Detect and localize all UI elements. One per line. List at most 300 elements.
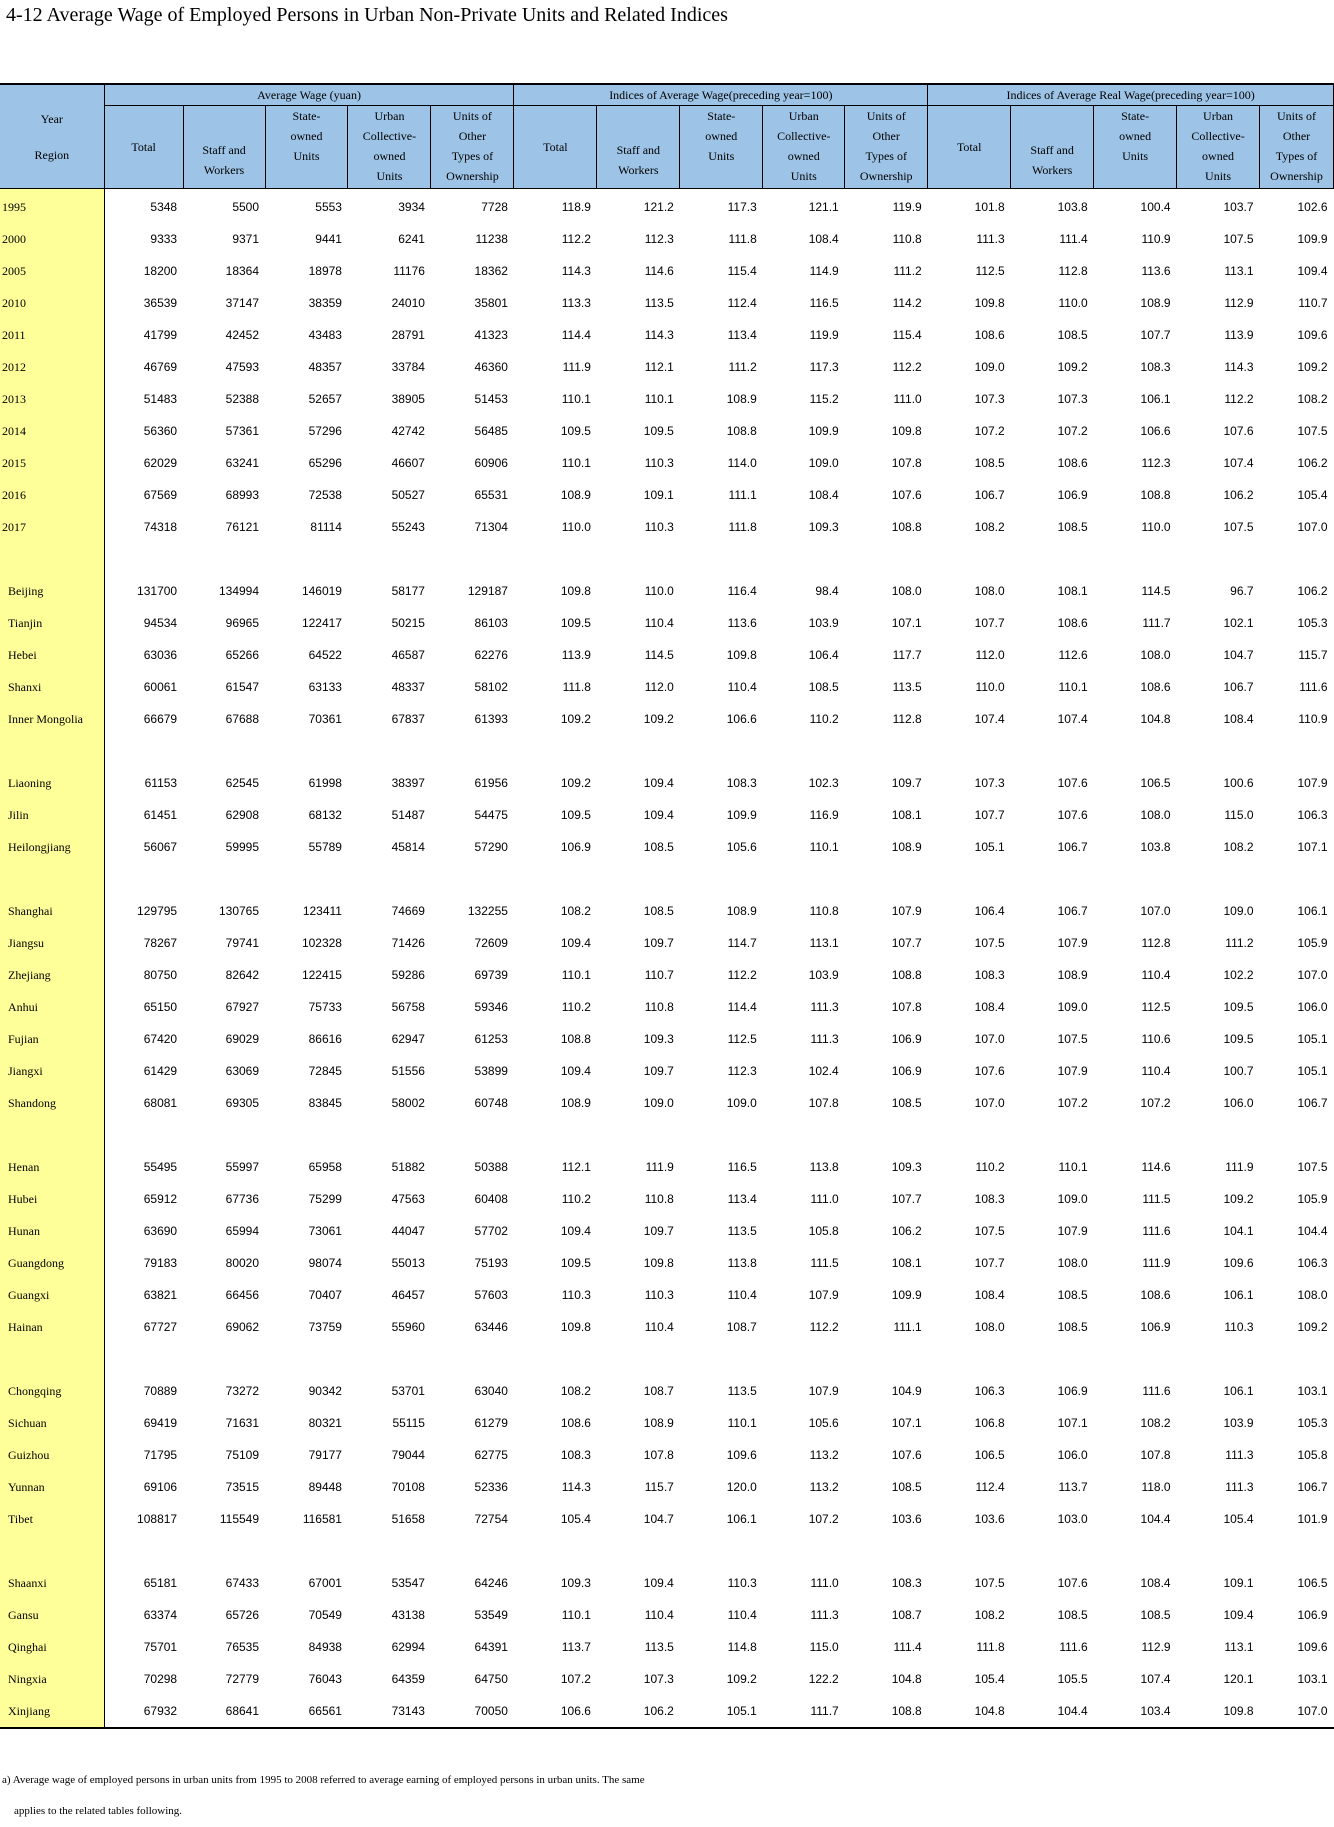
state-owned-header-line: owned <box>1119 129 1152 143</box>
table-cell: 111.5 <box>810 1256 839 1270</box>
table-cell: 113.5 <box>727 1384 757 1398</box>
table-cell: 108.9 <box>560 1096 591 1110</box>
table-cell: 79044 <box>391 1448 425 1462</box>
table-cell: 112.5 <box>727 1032 757 1046</box>
table-cell: 108.8 <box>726 424 757 438</box>
table-cell: 107.2 <box>1057 1096 1088 1110</box>
table-cell: 108.5 <box>808 680 839 694</box>
table-cell: 107.6 <box>891 488 922 502</box>
table-cell: 105.8 <box>1297 1448 1328 1462</box>
table-cell: 56067 <box>143 840 178 854</box>
table-row <box>0 1567 1334 1599</box>
table-cell: 69305 <box>225 1096 260 1110</box>
table-cell: 114.6 <box>644 264 674 278</box>
table-cell: 118.9 <box>561 200 591 214</box>
table-cell: 123411 <box>302 904 342 918</box>
table-cell: 113.2 <box>809 1480 839 1494</box>
row-label: 2016 <box>0 479 104 511</box>
table-cell: 113.5 <box>644 1640 674 1654</box>
staff-workers-header-line: Workers <box>1031 163 1073 177</box>
table-cell: 110.1 <box>1058 680 1088 694</box>
table-cell: 112.8 <box>1058 264 1088 278</box>
table-cell: 76535 <box>225 1640 260 1654</box>
table-cell: 78267 <box>143 936 178 950</box>
table-cell: 109.4 <box>1223 1608 1254 1622</box>
table-row <box>0 1023 1334 1055</box>
table-cell: 59286 <box>391 968 425 982</box>
table-cell: 116.5 <box>809 296 839 310</box>
table-cell: 108.6 <box>1057 456 1088 470</box>
staff-workers-header-line: Workers <box>203 163 245 177</box>
urban-collective-header <box>763 106 845 147</box>
table-cell: 113.1 <box>1224 264 1254 278</box>
table-cell: 114.4 <box>727 1000 757 1014</box>
table-cell: 57702 <box>474 1224 508 1238</box>
table-cell: 108.5 <box>1057 1288 1088 1302</box>
table-cell: 132255 <box>467 904 508 918</box>
table-cell: 66679 <box>143 712 178 726</box>
table-cell: 110.4 <box>1141 1064 1171 1078</box>
table-cell: 67736 <box>225 1192 260 1206</box>
staff-workers-header <box>597 106 680 189</box>
table-cell: 42742 <box>391 424 425 438</box>
table-cell: 67837 <box>391 712 425 726</box>
table-cell: 113.1 <box>809 936 839 950</box>
table-cell: 114.6 <box>1141 1160 1171 1174</box>
table-cell: 106.4 <box>974 904 1005 918</box>
footnote-line: applies to the related tables following. <box>14 1805 183 1817</box>
table-cell: 110.4 <box>644 1608 674 1622</box>
table-cell: 75299 <box>308 1192 342 1206</box>
table-cell: 107.4 <box>1057 712 1088 726</box>
table-cell: 109.2 <box>1223 1192 1254 1206</box>
table-cell: 107.0 <box>1297 520 1328 534</box>
group-spacer-row <box>0 543 1334 575</box>
table-cell: 109.8 <box>726 648 757 662</box>
table-row <box>0 1247 1334 1279</box>
total-header-line: Total <box>543 140 568 154</box>
table-cell: 111.9 <box>1142 1256 1171 1270</box>
row-label: Shanghai <box>0 895 104 927</box>
table-cell: 110.0 <box>975 680 1005 694</box>
table-cell: 106.1 <box>726 1512 757 1526</box>
table-cell: 113.7 <box>1058 1480 1088 1494</box>
row-label: Guizhou <box>0 1439 104 1471</box>
table-cell: 109.9 <box>891 1288 922 1302</box>
row-label: 2015 <box>0 447 104 479</box>
table-cell: 106.1 <box>1223 1384 1254 1398</box>
table-cell: 108817 <box>137 1512 178 1526</box>
table-cell: 71426 <box>391 936 425 950</box>
table-cell: 106.7 <box>1057 840 1088 854</box>
table-cell: 113.6 <box>1141 264 1171 278</box>
table-cell: 109.3 <box>560 1576 591 1590</box>
table-cell: 107.5 <box>1297 424 1328 438</box>
table-cell: 111.3 <box>810 1032 839 1046</box>
table-cell: 110.3 <box>644 456 674 470</box>
table-cell: 41799 <box>143 328 178 342</box>
table-cell: 106.9 <box>1140 1320 1171 1334</box>
table-cell: 71795 <box>143 1448 178 1462</box>
table-cell: 109.0 <box>1057 1000 1088 1014</box>
other-ownership-header-line: Units of <box>866 109 906 123</box>
table-cell: 53701 <box>391 1384 425 1398</box>
table-cell: 75193 <box>474 1256 508 1270</box>
table-cell: 57603 <box>474 1288 508 1302</box>
table-cell: 110.1 <box>561 968 591 982</box>
table-cell: 102.6 <box>1297 200 1328 214</box>
table-cell: 109.9 <box>808 424 839 438</box>
group-header-real-wage-index: Indices of Average Real Wage(preceding year=100) <box>928 84 1334 106</box>
table-cell: 107.2 <box>560 1672 591 1686</box>
table-cell: 107.0 <box>1260 1695 1334 1728</box>
table-cell: 104.8 <box>891 1672 922 1686</box>
urban-collective-header-cont-line: Units <box>790 169 817 183</box>
table-cell: 105.9 <box>1297 1192 1328 1206</box>
table-cell: 110.9 <box>1298 712 1328 726</box>
urban-collective-header <box>1177 106 1260 147</box>
spacer-cell <box>104 735 1333 767</box>
table-cell: 35801 <box>474 296 508 310</box>
table-cell: 70889 <box>143 1384 178 1398</box>
table-cell: 62276 <box>474 648 508 662</box>
table-cell: 117.3 <box>727 200 757 214</box>
table-cell: 79741 <box>225 936 260 950</box>
table-cell: 109.8 <box>560 584 591 598</box>
table-cell: 107.9 <box>1297 776 1328 790</box>
table-cell: 107.5 <box>974 1576 1005 1590</box>
table-cell: 36539 <box>143 296 178 310</box>
table-cell: 116.4 <box>727 584 757 598</box>
table-cell: 114.3 <box>644 328 674 342</box>
table-cell: 105.4 <box>1297 488 1328 502</box>
table-cell: 106.7 <box>1297 1096 1328 1110</box>
table-cell: 73272 <box>225 1384 260 1398</box>
table-cell: 106.8 <box>974 1416 1005 1430</box>
other-ownership-header-cont <box>1260 146 1334 189</box>
total-header <box>514 106 597 189</box>
table-cell: 67727 <box>143 1320 178 1334</box>
table-cell: 107.5 <box>1297 1160 1328 1174</box>
table-row <box>0 351 1334 383</box>
table-cell: 111.4 <box>1059 232 1088 246</box>
state-owned-header-line: State- <box>707 109 736 123</box>
row-label: Jiangxi <box>0 1055 104 1087</box>
table-cell: 61393 <box>474 712 508 726</box>
table-cell: 43138 <box>391 1608 425 1622</box>
table-cell: 63374 <box>143 1608 178 1622</box>
table-cell: 110.4 <box>644 1320 674 1334</box>
group-header-average-wage: Average Wage (yuan) <box>104 84 514 106</box>
table-cell: 105.6 <box>726 840 757 854</box>
table-cell: 63821 <box>143 1288 178 1302</box>
table-cell: 56360 <box>143 424 178 438</box>
table-cell: 115.2 <box>809 392 839 406</box>
table-cell: 43483 <box>308 328 342 342</box>
table-cell: 41323 <box>474 328 508 342</box>
row-label: Jilin <box>0 799 104 831</box>
table-cell: 112.3 <box>1141 456 1171 470</box>
table-cell: 111.3 <box>1225 1448 1254 1462</box>
table-cell: 101.8 <box>974 200 1005 214</box>
table-cell: 108.0 <box>974 1320 1005 1334</box>
table-cell: 61429 <box>143 1064 178 1078</box>
table-cell: 107.1 <box>1057 1416 1088 1430</box>
table-cell: 86616 <box>308 1032 342 1046</box>
table-cell: 108.0 <box>1297 1288 1328 1302</box>
table-cell: 73061 <box>308 1224 342 1238</box>
table-cell: 122.2 <box>808 1672 839 1686</box>
table-cell: 103.0 <box>1057 1512 1088 1526</box>
table-cell: 111.9 <box>1225 1160 1254 1174</box>
table-cell: 134994 <box>218 584 260 598</box>
row-label: Chongqing <box>0 1375 104 1407</box>
table-cell: 51487 <box>391 808 425 822</box>
table-cell: 110.2 <box>975 1160 1005 1174</box>
table-cell: 69419 <box>143 1416 178 1430</box>
table-cell: 52657 <box>308 392 342 406</box>
table-cell: 52336 <box>474 1480 508 1494</box>
table-cell: 75733 <box>308 1000 342 1014</box>
table-cell: 107.7 <box>891 1192 922 1206</box>
table-cell: 109.5 <box>1223 1032 1254 1046</box>
table-cell: 89448 <box>308 1480 342 1494</box>
other-ownership-header-cont-line: Ownership <box>446 169 499 183</box>
group-header-wage-index: Indices of Average Wage(preceding year=100) <box>514 84 928 106</box>
row-label: Guangdong <box>0 1247 104 1279</box>
table-cell: 107.4 <box>1140 1672 1171 1686</box>
table-cell: 51483 <box>143 392 178 406</box>
row-label: Hainan <box>0 1311 104 1343</box>
table-cell: 106.7 <box>1057 904 1088 918</box>
table-cell: 5348 <box>150 200 178 214</box>
row-label: 2017 <box>0 511 104 543</box>
table-cell: 72779 <box>225 1672 260 1686</box>
table-cell: 60906 <box>474 456 508 470</box>
table-cell: 107.6 <box>1057 1576 1088 1590</box>
table-cell: 107.7 <box>1140 328 1171 342</box>
table-cell: 109.8 <box>643 1256 674 1270</box>
table-cell: 101.9 <box>1297 1512 1328 1526</box>
state-owned-header-cont <box>680 146 763 189</box>
urban-collective-header-cont-line: owned <box>787 149 820 163</box>
group-spacer-row <box>0 1535 1334 1567</box>
table-cell: 107.9 <box>1057 936 1088 950</box>
table-cell: 47593 <box>225 360 260 374</box>
table-row <box>0 287 1334 319</box>
table-cell: 69739 <box>474 968 508 982</box>
table-cell: 110.0 <box>1058 296 1088 310</box>
table-body <box>0 189 1334 1729</box>
table-row <box>0 831 1334 863</box>
table-cell: 113.8 <box>727 1256 757 1270</box>
table-cell: 48357 <box>308 360 342 374</box>
table-row <box>0 1631 1334 1663</box>
row-label: Beijing <box>0 575 104 607</box>
table-cell: 109.8 <box>891 424 922 438</box>
table-cell: 108.5 <box>1057 1320 1088 1334</box>
table-cell: 104.8 <box>1140 712 1171 726</box>
table-cell: 113.7 <box>561 1640 591 1654</box>
table-cell: 116.5 <box>727 1160 757 1174</box>
table-cell: 66456 <box>225 1288 260 1302</box>
table-cell: 117.7 <box>892 648 922 662</box>
table-row <box>0 447 1334 479</box>
table-cell: 110.4 <box>727 680 757 694</box>
table-cell: 106.2 <box>1297 456 1328 470</box>
table-cell: 146019 <box>301 584 342 598</box>
table-cell: 64359 <box>391 1672 425 1686</box>
table-cell: 105.4 <box>1223 1512 1254 1526</box>
row-label: Zhejiang <box>0 959 104 991</box>
other-ownership-header-line: Other <box>458 129 487 143</box>
row-label: Ningxia <box>0 1663 104 1695</box>
table-cell: 64246 <box>474 1576 508 1590</box>
table-cell: 108.5 <box>974 456 1005 470</box>
table-cell: 107.8 <box>891 456 922 470</box>
staff-workers-header <box>1011 106 1094 189</box>
table-cell: 108.5 <box>643 904 674 918</box>
table-cell: 108.4 <box>974 1288 1005 1302</box>
table-cell: 80020 <box>225 1256 260 1270</box>
table-cell: 109.0 <box>808 456 839 470</box>
table-cell: 64391 <box>474 1640 508 1654</box>
state-owned-header-line: owned <box>290 129 323 143</box>
table-cell: 18978 <box>308 264 342 278</box>
table-cell: 112.0 <box>975 648 1005 662</box>
table-cell: 62775 <box>474 1448 508 1462</box>
table-cell: 111.7 <box>1142 616 1171 630</box>
table-cell: 11176 <box>393 264 425 278</box>
table-cell: 104.7 <box>1223 648 1254 662</box>
row-label: 1995 <box>0 189 104 224</box>
table-cell: 112.5 <box>1141 1000 1171 1014</box>
table-cell: 107.3 <box>974 392 1005 406</box>
table-cell: 65266 <box>225 648 260 662</box>
table-cell: 108.3 <box>974 1192 1005 1206</box>
table-row <box>0 1407 1334 1439</box>
table-cell: 110.3 <box>644 1288 674 1302</box>
table-cell: 108.4 <box>1140 1576 1171 1590</box>
other-ownership-header-line: Other <box>1282 129 1311 143</box>
table-cell: 108.9 <box>1140 296 1171 310</box>
table-cell: 74318 <box>143 520 178 534</box>
row-label: Shaanxi <box>0 1567 104 1599</box>
table-cell: 106.3 <box>1297 808 1328 822</box>
table-cell: 110.1 <box>1058 1160 1088 1174</box>
table-cell: 105.1 <box>680 1695 763 1728</box>
table-cell: 44047 <box>391 1224 425 1238</box>
table-cell: 107.2 <box>1057 424 1088 438</box>
table-header <box>0 84 1334 189</box>
table-cell: 112.9 <box>1224 296 1254 310</box>
table-cell: 108.2 <box>1223 840 1254 854</box>
table-cell: 66561 <box>265 1695 348 1728</box>
table-cell: 109.1 <box>643 488 674 502</box>
table-cell: 110.8 <box>892 232 922 246</box>
table-cell: 109.2 <box>560 712 591 726</box>
table-cell: 108.5 <box>1057 520 1088 534</box>
group-spacer-row <box>0 735 1334 767</box>
table-row <box>0 639 1334 671</box>
table-cell: 76043 <box>308 1672 342 1686</box>
table-cell: 11238 <box>475 232 508 246</box>
table-cell: 116.9 <box>809 808 839 822</box>
row-label: 2012 <box>0 351 104 383</box>
spacer-cell <box>0 1535 104 1567</box>
table-cell: 112.4 <box>727 296 757 310</box>
table-cell: 110.3 <box>644 520 674 534</box>
table-cell: 108.6 <box>1140 1288 1171 1302</box>
table-cell: 108.6 <box>974 328 1005 342</box>
table-cell: 108.1 <box>891 1256 922 1270</box>
table-cell: 110.1 <box>561 456 591 470</box>
table-row <box>0 1183 1334 1215</box>
other-ownership-header-line: Other <box>872 129 900 143</box>
table-cell: 113.2 <box>809 1448 839 1462</box>
table-cell: 120.1 <box>1223 1672 1254 1686</box>
table-cell: 67001 <box>308 1576 342 1590</box>
table-row <box>0 607 1334 639</box>
table-cell: 107.0 <box>1297 968 1328 982</box>
table-cell: 108.3 <box>1140 360 1171 374</box>
table-cell: 111.4 <box>893 1640 922 1654</box>
table-cell: 65531 <box>474 488 508 502</box>
table-row <box>0 511 1334 543</box>
urban-collective-header-cont <box>348 146 431 189</box>
table-cell: 108.5 <box>891 1480 922 1494</box>
row-label: Qinghai <box>0 1631 104 1663</box>
table-cell: 110.0 <box>561 520 591 534</box>
table-cell: 113.4 <box>727 328 757 342</box>
row-label: Gansu <box>0 1599 104 1631</box>
table-cell: 107.1 <box>891 1416 922 1430</box>
table-cell: 111.2 <box>893 264 922 278</box>
table-cell: 86103 <box>474 616 508 630</box>
table-cell: 104.4 <box>1297 1224 1328 1238</box>
table-cell: 9441 <box>315 232 342 246</box>
table-cell: 112.2 <box>892 360 922 374</box>
table-cell: 111.5 <box>1142 1192 1171 1206</box>
table-cell: 63133 <box>308 680 342 694</box>
total-header <box>104 106 183 189</box>
table-cell: 110.8 <box>644 1192 674 1206</box>
table-row <box>0 1311 1334 1343</box>
table-cell: 67433 <box>225 1576 260 1590</box>
table-cell: 113.9 <box>1224 328 1254 342</box>
table-cell: 110.8 <box>809 904 839 918</box>
table-cell: 61956 <box>474 776 508 790</box>
table-cell: 113.4 <box>727 1192 757 1206</box>
table-cell: 106.3 <box>1297 1256 1328 1270</box>
table-cell: 110.3 <box>1224 1320 1254 1334</box>
table-cell: 108.8 <box>891 520 922 534</box>
group-spacer-row <box>0 863 1334 895</box>
staff-workers-header-line: Workers <box>618 163 659 177</box>
table-cell: 107.0 <box>1140 904 1171 918</box>
table-cell: 109.5 <box>560 808 591 822</box>
table-cell: 69106 <box>143 1480 178 1494</box>
table-cell: 115.7 <box>1298 648 1328 662</box>
table-cell: 111.3 <box>810 1608 839 1622</box>
table-cell: 96965 <box>225 616 260 630</box>
table-cell: 65958 <box>308 1160 342 1174</box>
table-cell: 62994 <box>391 1640 425 1654</box>
table-cell: 120.0 <box>726 1480 757 1494</box>
state-owned-header-cont-line: Units <box>708 149 735 163</box>
table-cell: 67688 <box>225 712 260 726</box>
table-cell: 107.7 <box>974 1256 1005 1270</box>
